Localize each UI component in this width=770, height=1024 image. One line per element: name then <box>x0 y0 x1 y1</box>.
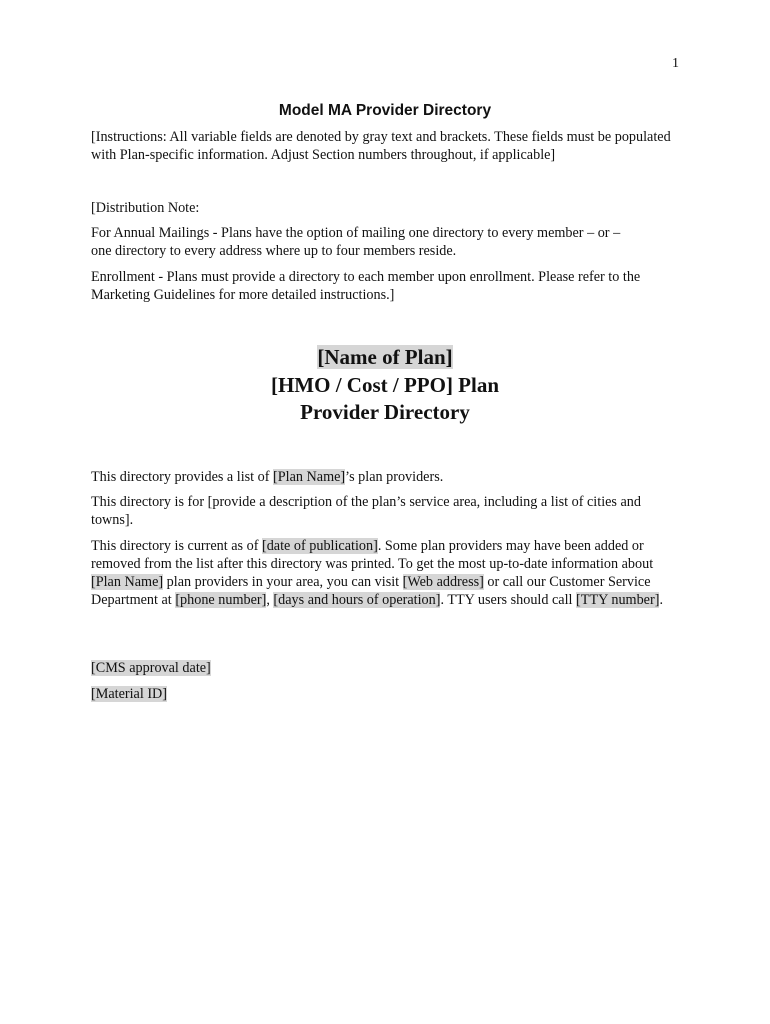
currency-text: This directory is current as of <box>91 538 262 554</box>
currency-text-3: plan providers in your area, you can visit <box>163 574 403 590</box>
plan-name-field: [Plan Name] <box>273 469 346 485</box>
material-id-field: [Material ID] <box>91 686 168 702</box>
annual-mailings-paragraph <box>91 224 683 260</box>
currency-text-2: . Some plan providers may have been added or removed from the list after this directory was printed. To get the most up-to-date information about <box>91 538 654 572</box>
phone-number-field: [phone number] <box>175 592 267 608</box>
annual-mailings-line-1: For Annual Mailings - Plans have the option of mailing one directory to every member – or – <box>91 225 621 241</box>
plan-type-heading: [HMO / Cost / PPO] Plan <box>270 373 500 397</box>
days-hours-field: [days and hours of operation] <box>273 592 441 608</box>
plan-name-field: [Name of Plan] <box>317 345 453 369</box>
page-number: 1 <box>672 56 679 71</box>
currency-text-5: . TTY users should call <box>440 592 577 608</box>
enrollment-paragraph <box>91 268 683 304</box>
annual-mailings-line-2: one directory to every address where up to four members reside. <box>91 243 457 259</box>
cms-approval-date-field: [CMS approval date] <box>91 660 211 676</box>
enrollment-line-2: Marketing Guidelines for more detailed instructions.] <box>91 287 395 303</box>
plan-list-text-end: ’s plan providers. <box>345 469 444 485</box>
currency-text-4: or call our Customer Service Department at <box>91 574 651 608</box>
plan-list-paragraph <box>91 468 683 486</box>
tty-number-field: [TTY number] <box>576 592 660 608</box>
enrollment-line-1: Enrollment - Plans must provide a directory to each member upon enrollment. Please refer to the <box>91 269 641 285</box>
cms-approval-line <box>91 659 683 677</box>
service-area-paragraph: This directory is for [provide a description of the plan’s service area, including a list of cities and towns]. <box>91 494 641 528</box>
document-title: Model MA Provider Directory <box>278 102 492 119</box>
plan-list-text: This directory provides a list of <box>91 469 274 485</box>
plan-name-heading <box>0 344 770 371</box>
publication-date-field: [date of publication] <box>261 538 378 554</box>
material-id-line <box>91 685 683 703</box>
distribution-note-heading: [Distribution Note: <box>91 200 200 216</box>
instructions-paragraph: [Instructions: All variable fields are denoted by gray text and brackets. These fields must be populated with Plan-specific information. Adjust Section numbers throughout, if applicable] <box>91 129 671 163</box>
web-address-field: [Web address] <box>402 574 484 590</box>
currency-paragraph <box>91 537 683 609</box>
currency-separator: , <box>266 592 274 608</box>
currency-text-end: . <box>659 592 663 608</box>
plan-name-field: [Plan Name] <box>91 574 164 590</box>
provider-directory-heading: Provider Directory <box>300 400 470 424</box>
